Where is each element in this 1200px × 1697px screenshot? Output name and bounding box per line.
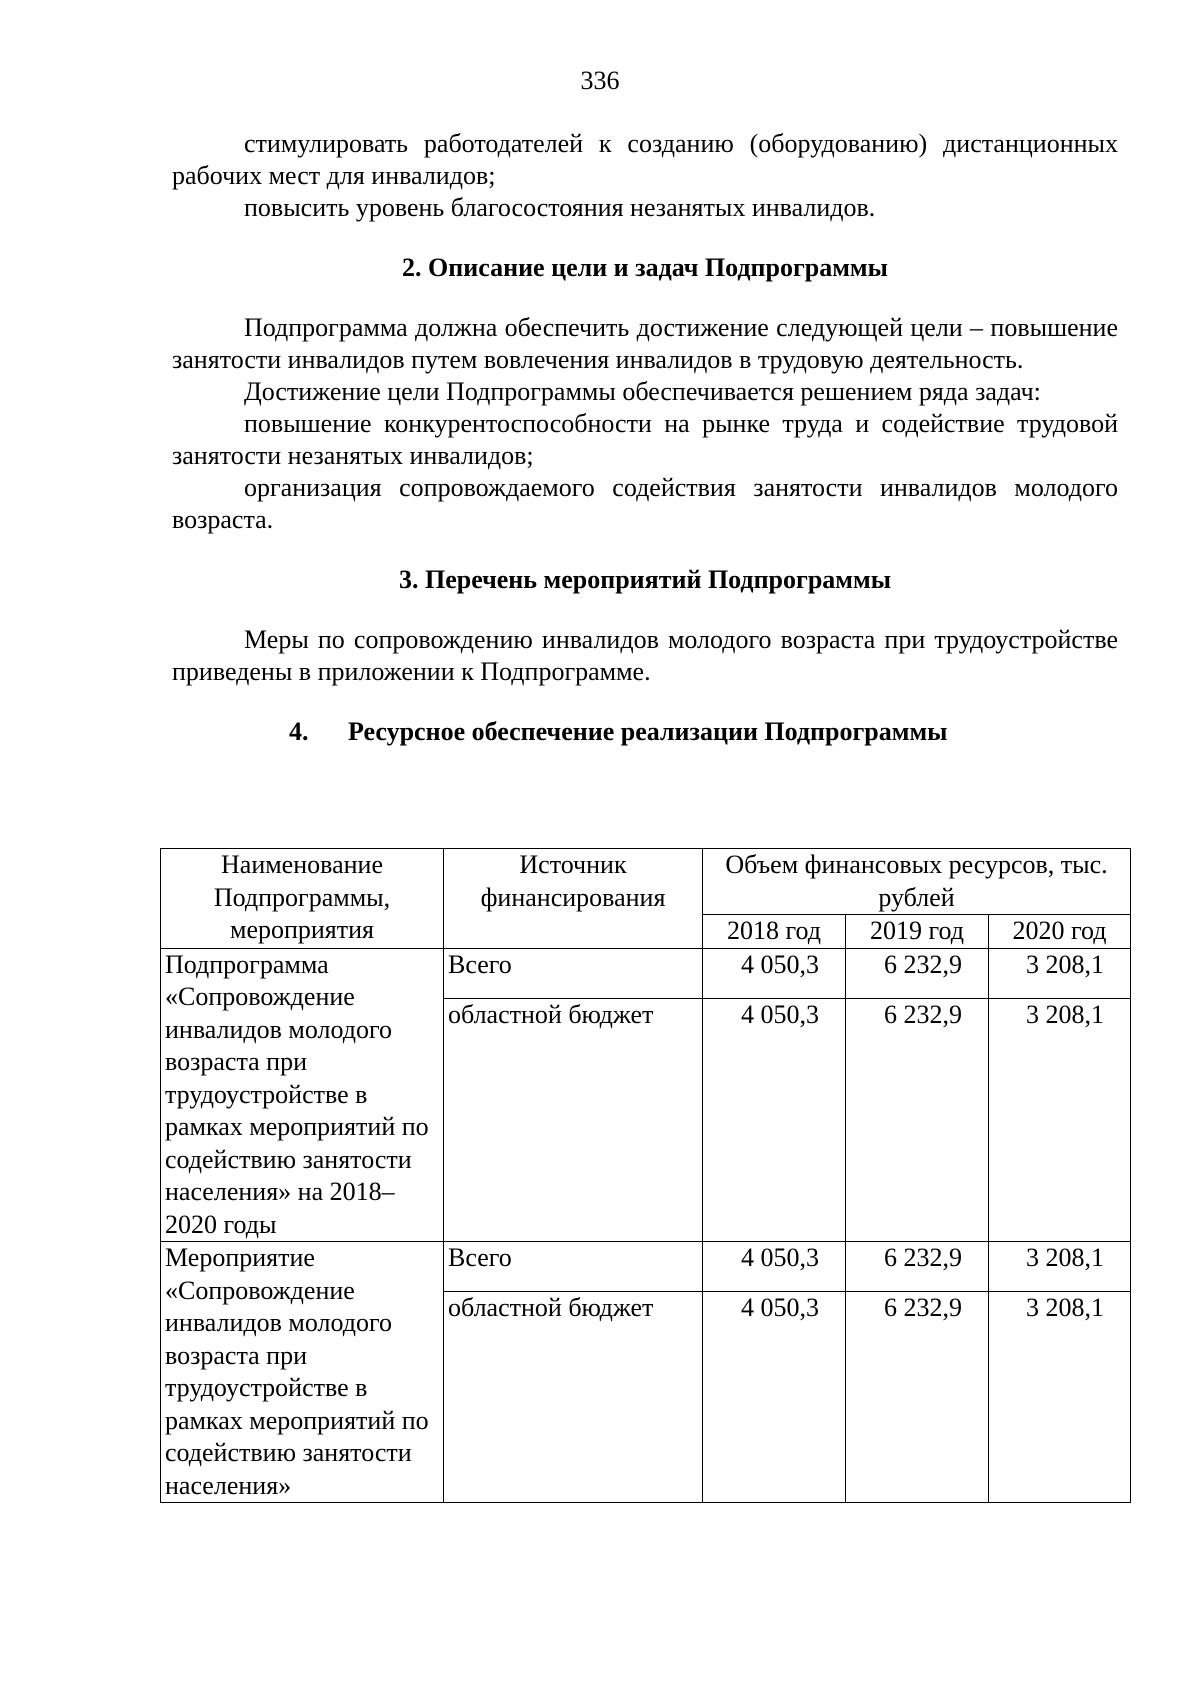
header-name: Наименование Подпрограммы, мероприятия [161,849,444,949]
page-number: 336 [580,66,620,95]
resource-table [160,848,1131,1503]
section-heading: 2. Описание цели и задач Подпрограммы [402,253,888,282]
header-volume: Объем финансовых ресурсов, тыс. рублей [703,849,1131,915]
row-source: Всего [444,948,703,999]
row-source: областной бюджет [444,999,703,1242]
paragraph: повысить уровень благосостояния незанятых инвалидов. [244,193,876,222]
paragraph: Меры по сопровождению инвалидов молодого возраста при трудоустройстве приведены в приложении к Подпрограмме. [172,625,1118,686]
table-row [161,948,1131,999]
row-name: Мероприятие «Сопровождение инвалидов молодого возраста при трудоустройстве в рамках мероприятий по содействию занятости населения» [161,1242,444,1503]
table-header-row [161,849,1131,915]
row-value: 3 208,1 [989,1292,1131,1503]
document-body [172,128,1118,748]
row-value: 3 208,1 [989,1242,1131,1292]
row-value: 6 232,9 [846,999,989,1242]
paragraph: организация сопровождаемого содействия занятости инвалидов молодого возраста. [172,473,1118,534]
header-year: 2018 год [703,915,846,949]
table-row [161,1242,1131,1292]
row-source: Всего [444,1242,703,1292]
header-year: 2020 год [989,915,1131,949]
row-value: 6 232,9 [846,1242,989,1292]
row-value: 4 050,3 [703,999,846,1242]
section-heading: 3. Перечень мероприятий Подпрограммы [398,565,892,594]
row-value: 6 232,9 [846,1292,989,1503]
section-heading [172,716,1118,748]
paragraph: стимулировать работодателей к созданию (оборудованию) дистанционных рабочих мест для инвалидов; [172,129,1118,190]
row-value: 3 208,1 [989,948,1131,999]
paragraph: Достижение цели Подпрограммы обеспечивается решением ряда задач: [244,377,1041,406]
paragraph: Подпрограмма должна обеспечить достижение следующей цели – повышение занятости инвалидов путем вовлечения инвалидов в трудовую деятельность. [172,313,1118,374]
header-year: 2019 год [846,915,989,949]
section-number: 4. [289,717,309,746]
section-title: Ресурсное обеспечение реализации Подпрограммы [348,717,948,746]
row-value: 4 050,3 [703,1292,846,1503]
row-value: 4 050,3 [703,1242,846,1292]
row-value: 4 050,3 [703,948,846,999]
header-source: Источник финансирования [444,849,703,949]
paragraph: повышение конкурентоспособности на рынке труда и содействие трудовой занятости незанятых инвалидов; [172,409,1118,470]
row-source: областной бюджет [444,1292,703,1503]
row-name: Подпрограмма «Сопровождение инвалидов молодого возраста при трудоустройстве в рамках мероприятий по содействию занятости населения» на 2018–2020 годы [161,948,444,1242]
row-value: 6 232,9 [846,948,989,999]
row-value: 3 208,1 [989,999,1131,1242]
